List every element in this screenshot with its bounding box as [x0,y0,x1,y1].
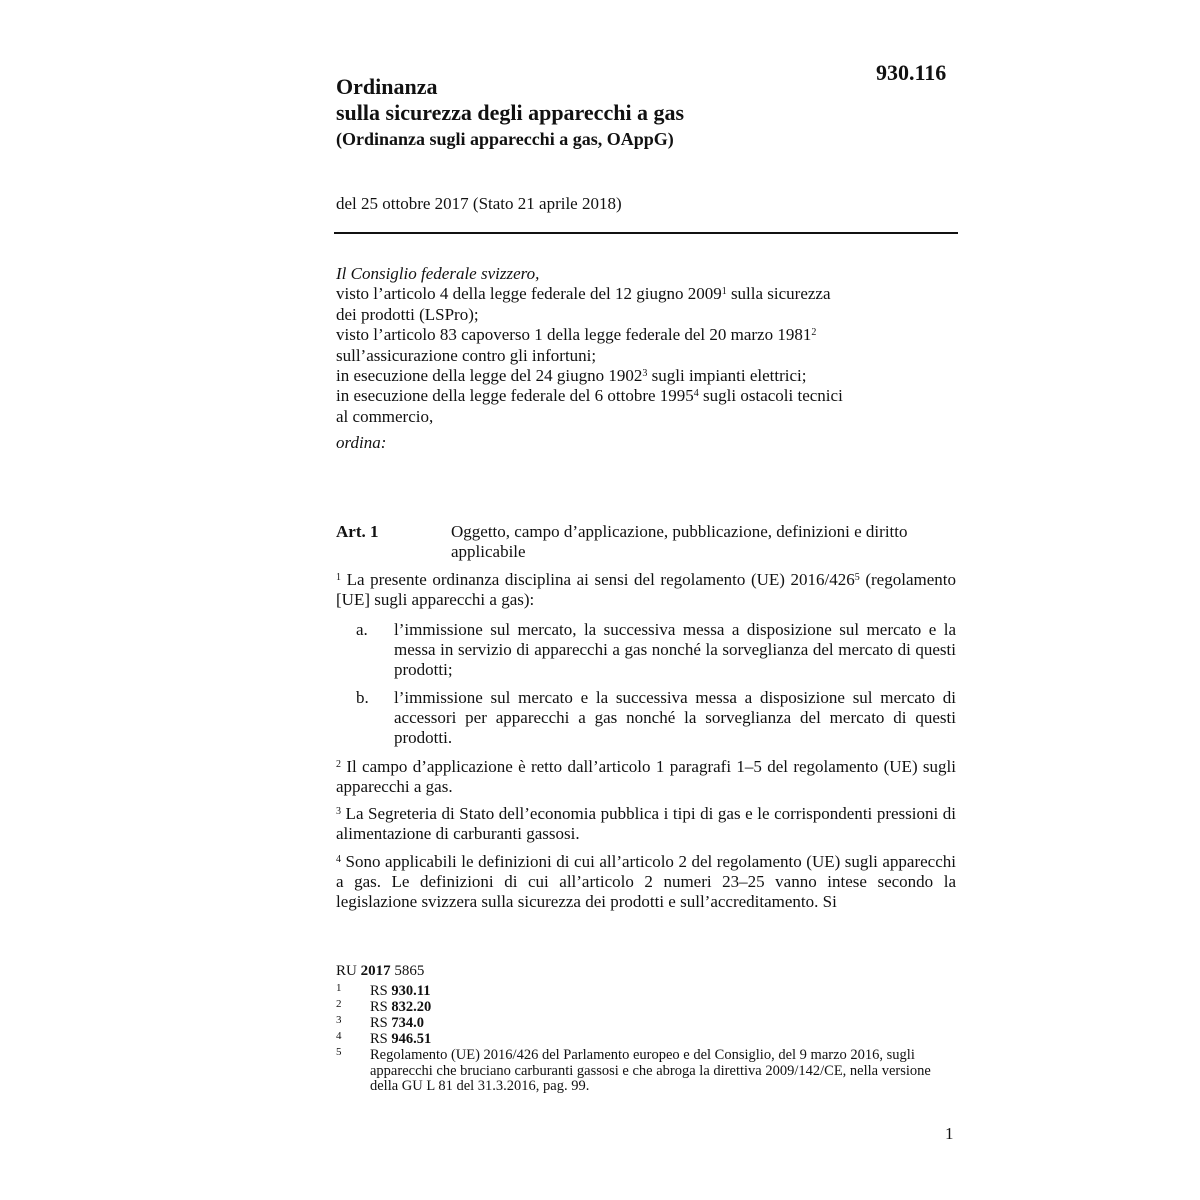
list-letter: b. [356,688,369,707]
rs-ref: 946.51 [391,1031,432,1047]
preamble-text: in esecuzione della legge del 24 giugno 1902 [336,366,643,386]
article-label: Art. 1 [336,522,379,541]
footnote-text [370,1000,950,1016]
document-title [336,74,684,126]
footnote-ref[interactable]: 5 [854,572,860,583]
rs-prefix: RS [370,983,392,999]
paragraph-1 [336,570,956,610]
preamble-text: sugli impianti elettrici; [647,366,807,386]
rs-prefix: RS [370,1031,392,1047]
footnote-ref[interactable]: 1 [721,286,727,298]
rs-ref: 734.0 [391,1015,424,1031]
footnote-2 [336,1000,956,1016]
rs-number: 930.116 [876,60,947,85]
document-date: del 25 ottobre 2017 (Stato 21 aprile 2018) [336,194,622,213]
footnote-ref[interactable]: 2 [811,327,817,339]
footnote-1 [336,984,956,1000]
preamble-text: sulla sicurezza [726,284,831,304]
rs-prefix: RS [370,999,392,1015]
paragraph-text: Sono applicabili le definizioni di cui all’articolo 2 del regolamento (UE) sugli apparecchi a gas. Le definizioni di cui all’articolo 2 numeri 23–25 vanno intese secondo la legislazione svizzera sulla sicurezza dei prodotti e sull’accreditamento. Si [336,852,956,911]
preamble [336,264,896,454]
footnote-text [370,1032,950,1048]
preamble-line [336,386,896,406]
footnote-number: 2 [336,998,342,1010]
list-item-a [356,620,956,682]
rs-ref: 930.11 [391,983,431,999]
ru-year: 2017 [360,963,391,979]
footnote-3 [336,1016,956,1032]
paragraph-number: 4 [336,854,341,865]
footnote-text: Regolamento (UE) 2016/426 del Parlamento europeo e del Consiglio, del 9 marzo 2016, sugli apparecchi che bruciano carburanti gassosi e che abroga la direttiva 2009/142/CE, nella versione della GU L 81 del 31.3.2016, pag. 99. [370,1047,931,1094]
paragraph-number: 1 [336,572,341,583]
ru-prefix: RU [336,963,361,979]
list-item-b [356,688,956,750]
list-text: l’immissione sul mercato, la successiva messa a disposizione sul mercato e la messa in servizio di apparecchi a gas nonché la sorveglianza del mercato di questi prodotti; [394,620,956,679]
preamble-line [336,284,896,304]
preamble-line [336,325,896,345]
footnote-number: 5 [336,1046,342,1058]
header-divider [334,232,958,234]
footnote-ref[interactable]: 3 [642,368,648,380]
rs-ref: 832.20 [391,999,432,1015]
footnote-ref[interactable]: 4 [693,388,699,400]
preamble-text: sugli ostacoli tecnici [698,386,843,406]
preamble-text: visto l’articolo 83 capoverso 1 della legge federale del 20 marzo 1981 [336,325,812,345]
preamble-text: visto l’articolo 4 della legge federale del 12 giugno 2009 [336,284,722,304]
ru-reference [336,963,424,979]
article-title: Oggetto, campo d’applicazione, pubblicazione, definizioni e diritto applicabile [451,522,908,561]
footnote-text [370,1016,950,1032]
preamble-line [336,366,896,386]
paragraph-text: (regolamento [UE] sugli apparecchi a gas): [336,570,956,609]
rs-prefix: RS [370,1015,392,1031]
paragraph-text: Il campo d’applicazione è retto dall’articolo 1 paragrafi 1–5 del regolamento (UE) sugli apparecchi a gas. [336,757,956,796]
title-line-1: Ordinanza [336,74,438,99]
footnote-text [370,984,950,1000]
footnote-number: 4 [336,1030,342,1042]
list-text: l’immissione sul mercato e la successiva messa a disposizione sul mercato di accessori per apparecchi a gas nonché la sorveglianza del mercato di questi prodotti. [394,688,956,747]
paragraph-2 [336,757,956,797]
page-number: 1 [945,1124,954,1143]
footnote-number: 1 [336,982,342,994]
preamble-text: in esecuzione della legge federale del 6 ottobre 1995 [336,386,694,406]
paragraph-4 [336,852,956,912]
preamble-line: al commercio, [336,406,434,426]
document-subtitle: (Ordinanza sugli apparecchi a gas, OAppG) [336,129,674,149]
list-letter: a. [356,620,368,639]
ru-page: 5865 [390,963,425,979]
paragraph-number: 2 [336,759,341,770]
preamble-line: sull’assicurazione contro gli infortuni; [336,345,597,365]
footnote-number: 3 [336,1014,342,1026]
paragraph-text: La Segreteria di Stato dell’economia pubblica i tipi di gas e le corrispondenti pressioni di alimentazione di carburanti gassosi. [336,804,956,843]
preamble-authority: Il Consiglio federale svizzero, [336,264,540,283]
paragraph-number: 3 [336,806,341,817]
paragraph-text: La presente ordinanza disciplina ai sensi del regolamento (UE) 2016/426 [341,570,855,589]
preamble-line: dei prodotti (LSPro); [336,304,479,324]
paragraph-3 [336,804,956,844]
footnote-4 [336,1032,956,1048]
title-line-2: sulla sicurezza degli apparecchi a gas [336,100,685,125]
preamble-ordina: ordina: [336,433,387,453]
footnote-5 [336,1048,956,1098]
